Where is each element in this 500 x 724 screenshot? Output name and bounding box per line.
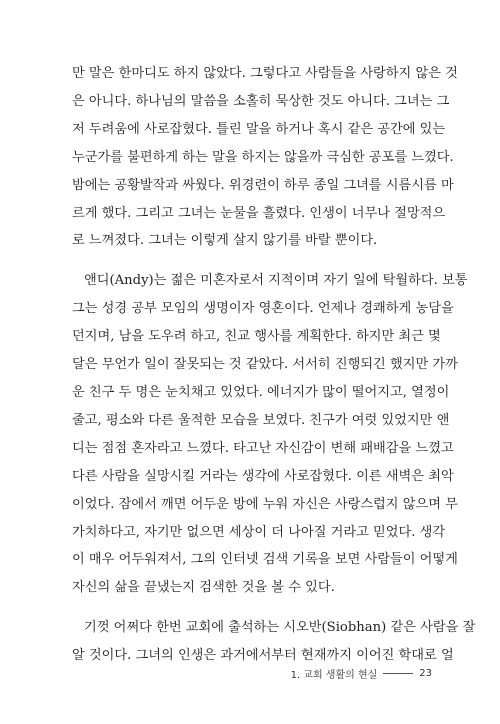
text-line: 앤디(Andy)는 젊은 미혼자로서 지적이며 자기 일에 탁월하다. 보통 — [84, 273, 468, 289]
footer-rule — [383, 673, 413, 674]
page-footer — [291, 666, 432, 681]
text-line: 누군가를 불편하게 하는 말을 하지는 않을까 극심한 공포를 느꼈다. — [72, 149, 454, 165]
text-line: 만 말은 한마디도 하지 않았다. 그렇다고 사람들을 사랑하지 않은 것 — [72, 66, 458, 81]
text-line: 던지며, 남을 도우려 하고, 친교 행사를 계획한다. 하지만 최근 몇 — [72, 329, 441, 345]
text-line: 가치하다고, 자기만 없으면 세상이 더 나아질 거라고 믿었다. 생각 — [72, 524, 446, 540]
page-number: 23 — [419, 668, 432, 679]
text-line: 다른 사람을 실망시킬 거라는 생각에 사로잡혔다. 이른 새벽은 최악 — [72, 468, 454, 484]
text-line: 줄고, 평소와 다른 울적한 모습을 보였다. 친구가 여럿 있었지만 앤 — [72, 412, 450, 428]
text-line: 로 느껴졌다. 그녀는 이렇게 살지 않기를 바랄 뿐이다. — [72, 233, 378, 249]
text-line: 달은 무언가 일이 잘못되는 것 같았다. 서서히 진행되긴 했지만 가까 — [72, 357, 458, 373]
text-line: 이었다. 잠에서 깨면 어두운 방에 누워 자신은 사랑스럽지 않으며 무 — [72, 496, 458, 512]
chapter-title: 1. 교회 생활의 현실 — [290, 670, 378, 681]
text-line: 디는 점점 혼자라고 느꼈다. 타고난 자신감이 변해 패배감을 느꼈고 — [72, 440, 454, 456]
text-line: 은 아니다. 하나님의 말씀을 소홀히 묵상한 것도 아니다. 그녀는 그 — [72, 93, 450, 109]
text-line: 르게 했다. 그리고 그녀는 눈물을 흘렸다. 인생이 너무나 절망적으 — [72, 205, 446, 221]
text-line: 이 매우 어두워져서, 그의 인터넷 검색 기록을 보면 사람들이 어떻게 — [72, 552, 458, 568]
text-line: 그는 성경 공부 모임의 생명이자 영혼이다. 언제나 경쾌하게 농담을 — [72, 301, 454, 317]
text-line: 자신의 삶을 끝냈는지 검색한 것을 볼 수 있다. — [72, 580, 335, 596]
text-line: 저 두려움에 사로잡혔다. 틀린 말을 하거나 혹시 같은 공간에 있는 — [72, 121, 446, 137]
paragraph-3 — [72, 614, 476, 670]
text-line: 밤에는 공황발작과 싸웠다. 위경련이 하루 종일 그녀를 시름시름 마 — [72, 177, 454, 193]
paragraph-2 — [72, 267, 468, 602]
page-body — [72, 60, 476, 682]
text-line: 운 친구 두 명은 눈치채고 있었다. 에너지가 많이 떨어지고, 열정이 — [72, 384, 450, 400]
paragraph-1 — [72, 60, 458, 255]
text-line: 기껏 어쩌다 한번 교회에 출석하는 시오반(Siobhan) 같은 사람을 잘 — [84, 620, 476, 636]
text-line: 알 것이다. 그녀의 인생은 과거에서부터 현재까지 이어진 학대로 얼 — [72, 648, 454, 664]
